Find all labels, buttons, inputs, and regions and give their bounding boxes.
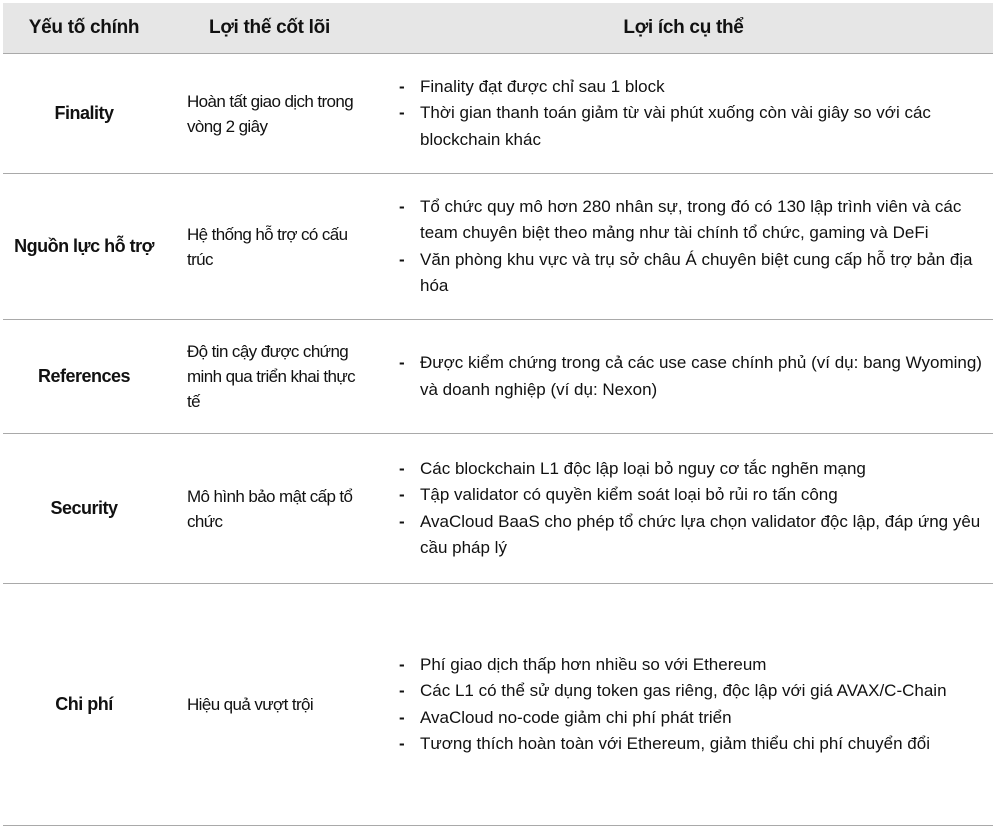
- benefit-item: [399, 247, 989, 300]
- benefit-item: [399, 705, 989, 732]
- advantage-cell: Hệ thống hỗ trợ có cấu trúc: [165, 174, 374, 320]
- advantage-cell: Độ tin cậy được chứng minh qua triển khai thực tế: [165, 320, 374, 434]
- bullet-dash: -: [399, 681, 405, 700]
- benefit-item: [399, 456, 989, 483]
- benefit-cell: [374, 174, 993, 320]
- benefit-list: [399, 74, 989, 154]
- benefit-text: AvaCloud no-code giảm chi phí phát triển: [420, 707, 732, 727]
- benefit-item: [399, 509, 989, 562]
- benefit-text: Được kiểm chứng trong cả các use case chính phủ (ví dụ: bang Wyoming) và doanh nghiệp (ví dụ: Nexon): [420, 353, 982, 399]
- benefit-item: [399, 731, 989, 758]
- benefit-text: Phí giao dịch thấp hơn nhiều so với Ethereum: [420, 654, 767, 674]
- benefit-list: [399, 194, 989, 300]
- table-header-row: [3, 3, 993, 54]
- header-factor: Yếu tố chính: [3, 3, 165, 54]
- bullet-dash: -: [399, 196, 405, 216]
- bullet-dash: -: [399, 103, 405, 123]
- advantage-cell: Hoàn tất giao dịch trong vòng 2 giây: [165, 54, 374, 174]
- benefit-cell: [374, 434, 993, 584]
- bullet-dash: -: [399, 76, 405, 96]
- benefit-cell: [374, 584, 993, 826]
- factor-cell: Chi phí: [3, 584, 165, 826]
- bullet-dash: -: [399, 511, 405, 531]
- bullet-dash: -: [399, 485, 405, 504]
- factor-cell: Finality: [3, 54, 165, 174]
- benefit-item: [399, 194, 989, 247]
- benefit-text: Finality đạt được chỉ sau 1 block: [420, 76, 665, 96]
- benefit-list: [399, 652, 989, 758]
- benefit-list: [399, 456, 989, 562]
- bullet-dash: -: [399, 249, 405, 269]
- benefit-item: [399, 350, 989, 403]
- benefit-text: Tập validator có quyền kiểm soát loại bỏ rủi ro tấn công: [420, 485, 838, 504]
- header-benefit: Lợi ích cụ thể: [374, 3, 993, 54]
- comparison-table: [3, 3, 993, 826]
- benefit-text: Tổ chức quy mô hơn 280 nhân sự, trong đó có 130 lập trình viên và các team chuyên biệt theo mảng như tài chính tổ chức, gaming và DeFi: [420, 196, 962, 242]
- benefit-item: [399, 678, 989, 705]
- benefit-item: [399, 100, 989, 153]
- bullet-dash: -: [399, 458, 405, 478]
- table-row: [3, 54, 993, 174]
- benefit-text: AvaCloud BaaS cho phép tổ chức lựa chọn validator độc lập, đáp ứng yêu cầu pháp lý: [420, 511, 981, 557]
- factor-cell: Nguồn lực hỗ trợ: [3, 174, 165, 320]
- table-row: [3, 320, 993, 434]
- benefit-text: Thời gian thanh toán giảm từ vài phút xuống còn vài giây so với các blockchain khác: [420, 103, 931, 149]
- factor-cell: References: [3, 320, 165, 434]
- table-row: [3, 584, 993, 826]
- benefit-item: [399, 652, 989, 679]
- bullet-dash: -: [399, 353, 405, 372]
- bullet-dash: -: [399, 734, 405, 753]
- benefit-text: Các blockchain L1 độc lập loại bỏ nguy cơ tắc nghẽn mạng: [420, 458, 866, 478]
- benefit-item: [399, 74, 989, 101]
- factor-cell: Security: [3, 434, 165, 584]
- header-advantage: Lợi thế cốt lõi: [165, 3, 374, 54]
- benefit-cell: [374, 54, 993, 174]
- bullet-dash: -: [399, 707, 405, 727]
- benefit-item: [399, 482, 989, 509]
- benefit-cell: [374, 320, 993, 434]
- bullet-dash: -: [399, 654, 405, 674]
- advantage-cell: Hiệu quả vượt trội: [165, 584, 374, 826]
- benefit-text: Các L1 có thể sử dụng token gas riêng, độc lập với giá AVAX/C-Chain: [420, 681, 947, 700]
- table-row: [3, 174, 993, 320]
- benefit-text: Văn phòng khu vực và trụ sở châu Á chuyên biệt cung cấp hỗ trợ bản địa hóa: [420, 249, 973, 295]
- advantage-cell: Mô hình bảo mật cấp tổ chức: [165, 434, 374, 584]
- benefit-list: [399, 350, 989, 403]
- table-row: [3, 434, 993, 584]
- benefit-text: Tương thích hoàn toàn với Ethereum, giảm thiểu chi phí chuyển đổi: [420, 734, 930, 753]
